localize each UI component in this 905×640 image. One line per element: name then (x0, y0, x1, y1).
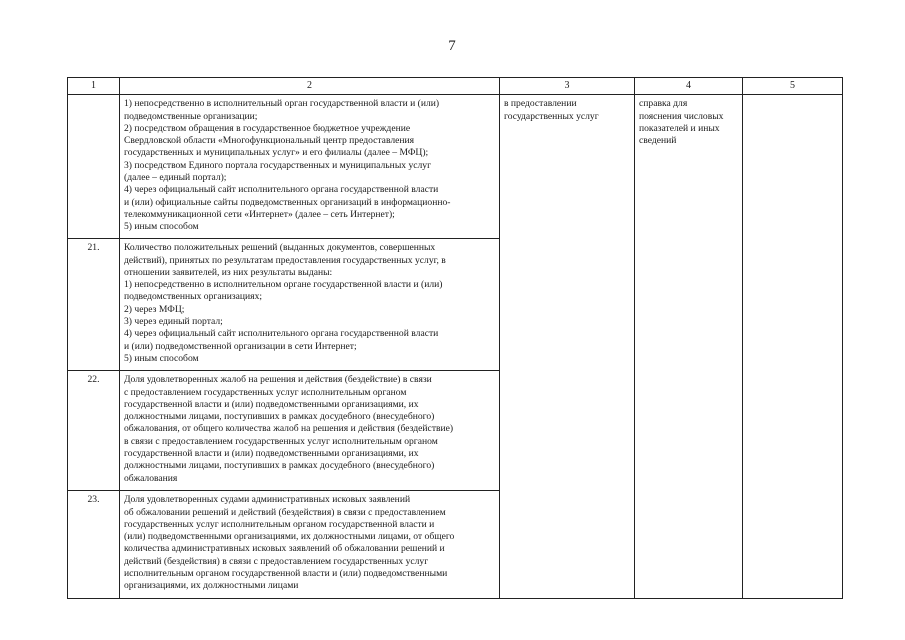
text-line: пояснения числовых (639, 110, 724, 122)
text-line: подведомственных организациях; (124, 291, 263, 303)
text-line: 1) непосредственно в исполнительном органе государственной власти и (или) (124, 279, 443, 291)
text-line: в предоставлении (504, 98, 577, 110)
text-line: должностными лицами, поступивших в рамках досудебного (внесудебного) (124, 411, 435, 423)
text-line: обжалования (124, 472, 178, 484)
row-number: 23. (68, 491, 120, 599)
text-line: с предоставлением государственных услуг исполнительным органом (124, 386, 407, 398)
text-line: государственных услуг (504, 110, 599, 122)
table-header-row (68, 78, 843, 95)
header-col-1: 1 (68, 78, 120, 95)
text-line: и (или) подведомственной организации в сети Интернет; (124, 340, 357, 352)
text-line: справка для (639, 98, 688, 110)
text-line: Доля удовлетворенных судами административных исковых заявлений (124, 494, 411, 506)
text-line: телекоммуникационной сети «Интернет» (далее – сеть Интернет); (124, 208, 395, 220)
text-line: должностными лицами, поступивших в рамках досудебного (внесудебного) (124, 460, 435, 472)
text-line: исполнительным органом государственной власти и (или) подведомственными (124, 568, 448, 580)
text-line: 1) непосредственно в исполнительный орган государственной власти и (или) (124, 98, 440, 110)
text-line: 3) посредством Единого портала государственных и муниципальных услуг (124, 159, 432, 171)
text-line: количества административных исковых заявлений об обжаловании решений и (124, 543, 445, 555)
header-col-3: 3 (500, 78, 635, 95)
row-number: 21. (68, 239, 120, 371)
text-line: государственных и муниципальных услуг» и его филиалы (далее – МФЦ); (124, 147, 429, 159)
text-line: 5) иным способом (124, 352, 199, 364)
text-line: в связи с предоставлением государственных услуг исполнительным органом (124, 435, 438, 447)
indicators-table (67, 77, 843, 599)
text-line: отношении заявителей, из них результаты выданы: (124, 266, 333, 278)
header-col-4: 4 (635, 78, 743, 95)
text-line: Доля удовлетворенных жалоб на решения и действия (бездействие) в связи (124, 374, 432, 386)
row-number: 22. (68, 371, 120, 491)
text-line: (далее – единый портал); (124, 172, 227, 184)
text-line: об обжаловании решений и действий (бездействия) в связи с предоставлением (124, 506, 446, 518)
text-line: 3) через единый портал; (124, 316, 223, 328)
text-line: Свердловской области «Многофункциональный центр предоставления (124, 135, 415, 147)
text-line: государственной власти и (или) подведомственными организациями, их (124, 448, 419, 460)
col3-cell (500, 95, 635, 599)
row-text (120, 95, 500, 239)
text-line: подведомственные организации; (124, 110, 258, 122)
text-line: 4) через официальный сайт исполнительного органа государственной власти (124, 328, 439, 340)
row-text (120, 371, 500, 491)
text-line: 2) через МФЦ; (124, 303, 185, 315)
text-line: государственной власти и (или) подведомственными организациями, их (124, 398, 419, 410)
text-line: (или) подведомственными организациями, их должностными лицами, от общего (124, 531, 455, 543)
row-text (120, 239, 500, 371)
text-line: государственных услуг исполнительным органом государственной власти и (124, 518, 435, 530)
col5-cell (743, 95, 843, 599)
table-row (68, 95, 843, 239)
row-text (120, 491, 500, 599)
text-line: 2) посредством обращения в государственное бюджетное учреждение (124, 122, 411, 134)
page-number: 7 (448, 38, 456, 54)
row-number (68, 95, 120, 239)
header-col-2: 2 (120, 78, 500, 95)
text-line: и (или) официальные сайты подведомственных организаций в информационно- (124, 196, 451, 208)
text-line: действий (бездействия) в связи с предоставлением государственных услуг (124, 555, 429, 567)
text-line: организациями, их должностными лицами (124, 580, 299, 592)
text-line: Количество положительных решений (выданных документов, совершенных (124, 242, 436, 254)
header-col-5: 5 (743, 78, 843, 95)
text-line: сведений (639, 135, 677, 147)
text-line: действий), принятых по результатам предоставления государственных услуг, в (124, 254, 446, 266)
text-line: показателей и иных (639, 122, 720, 134)
text-line: обжалования, от общего количества жалоб на решения и действия (бездействие) (124, 423, 454, 435)
col4-cell (635, 95, 743, 599)
text-line: 5) иным способом (124, 221, 199, 233)
text-line: 4) через официальный сайт исполнительного органа государственной власти (124, 184, 439, 196)
